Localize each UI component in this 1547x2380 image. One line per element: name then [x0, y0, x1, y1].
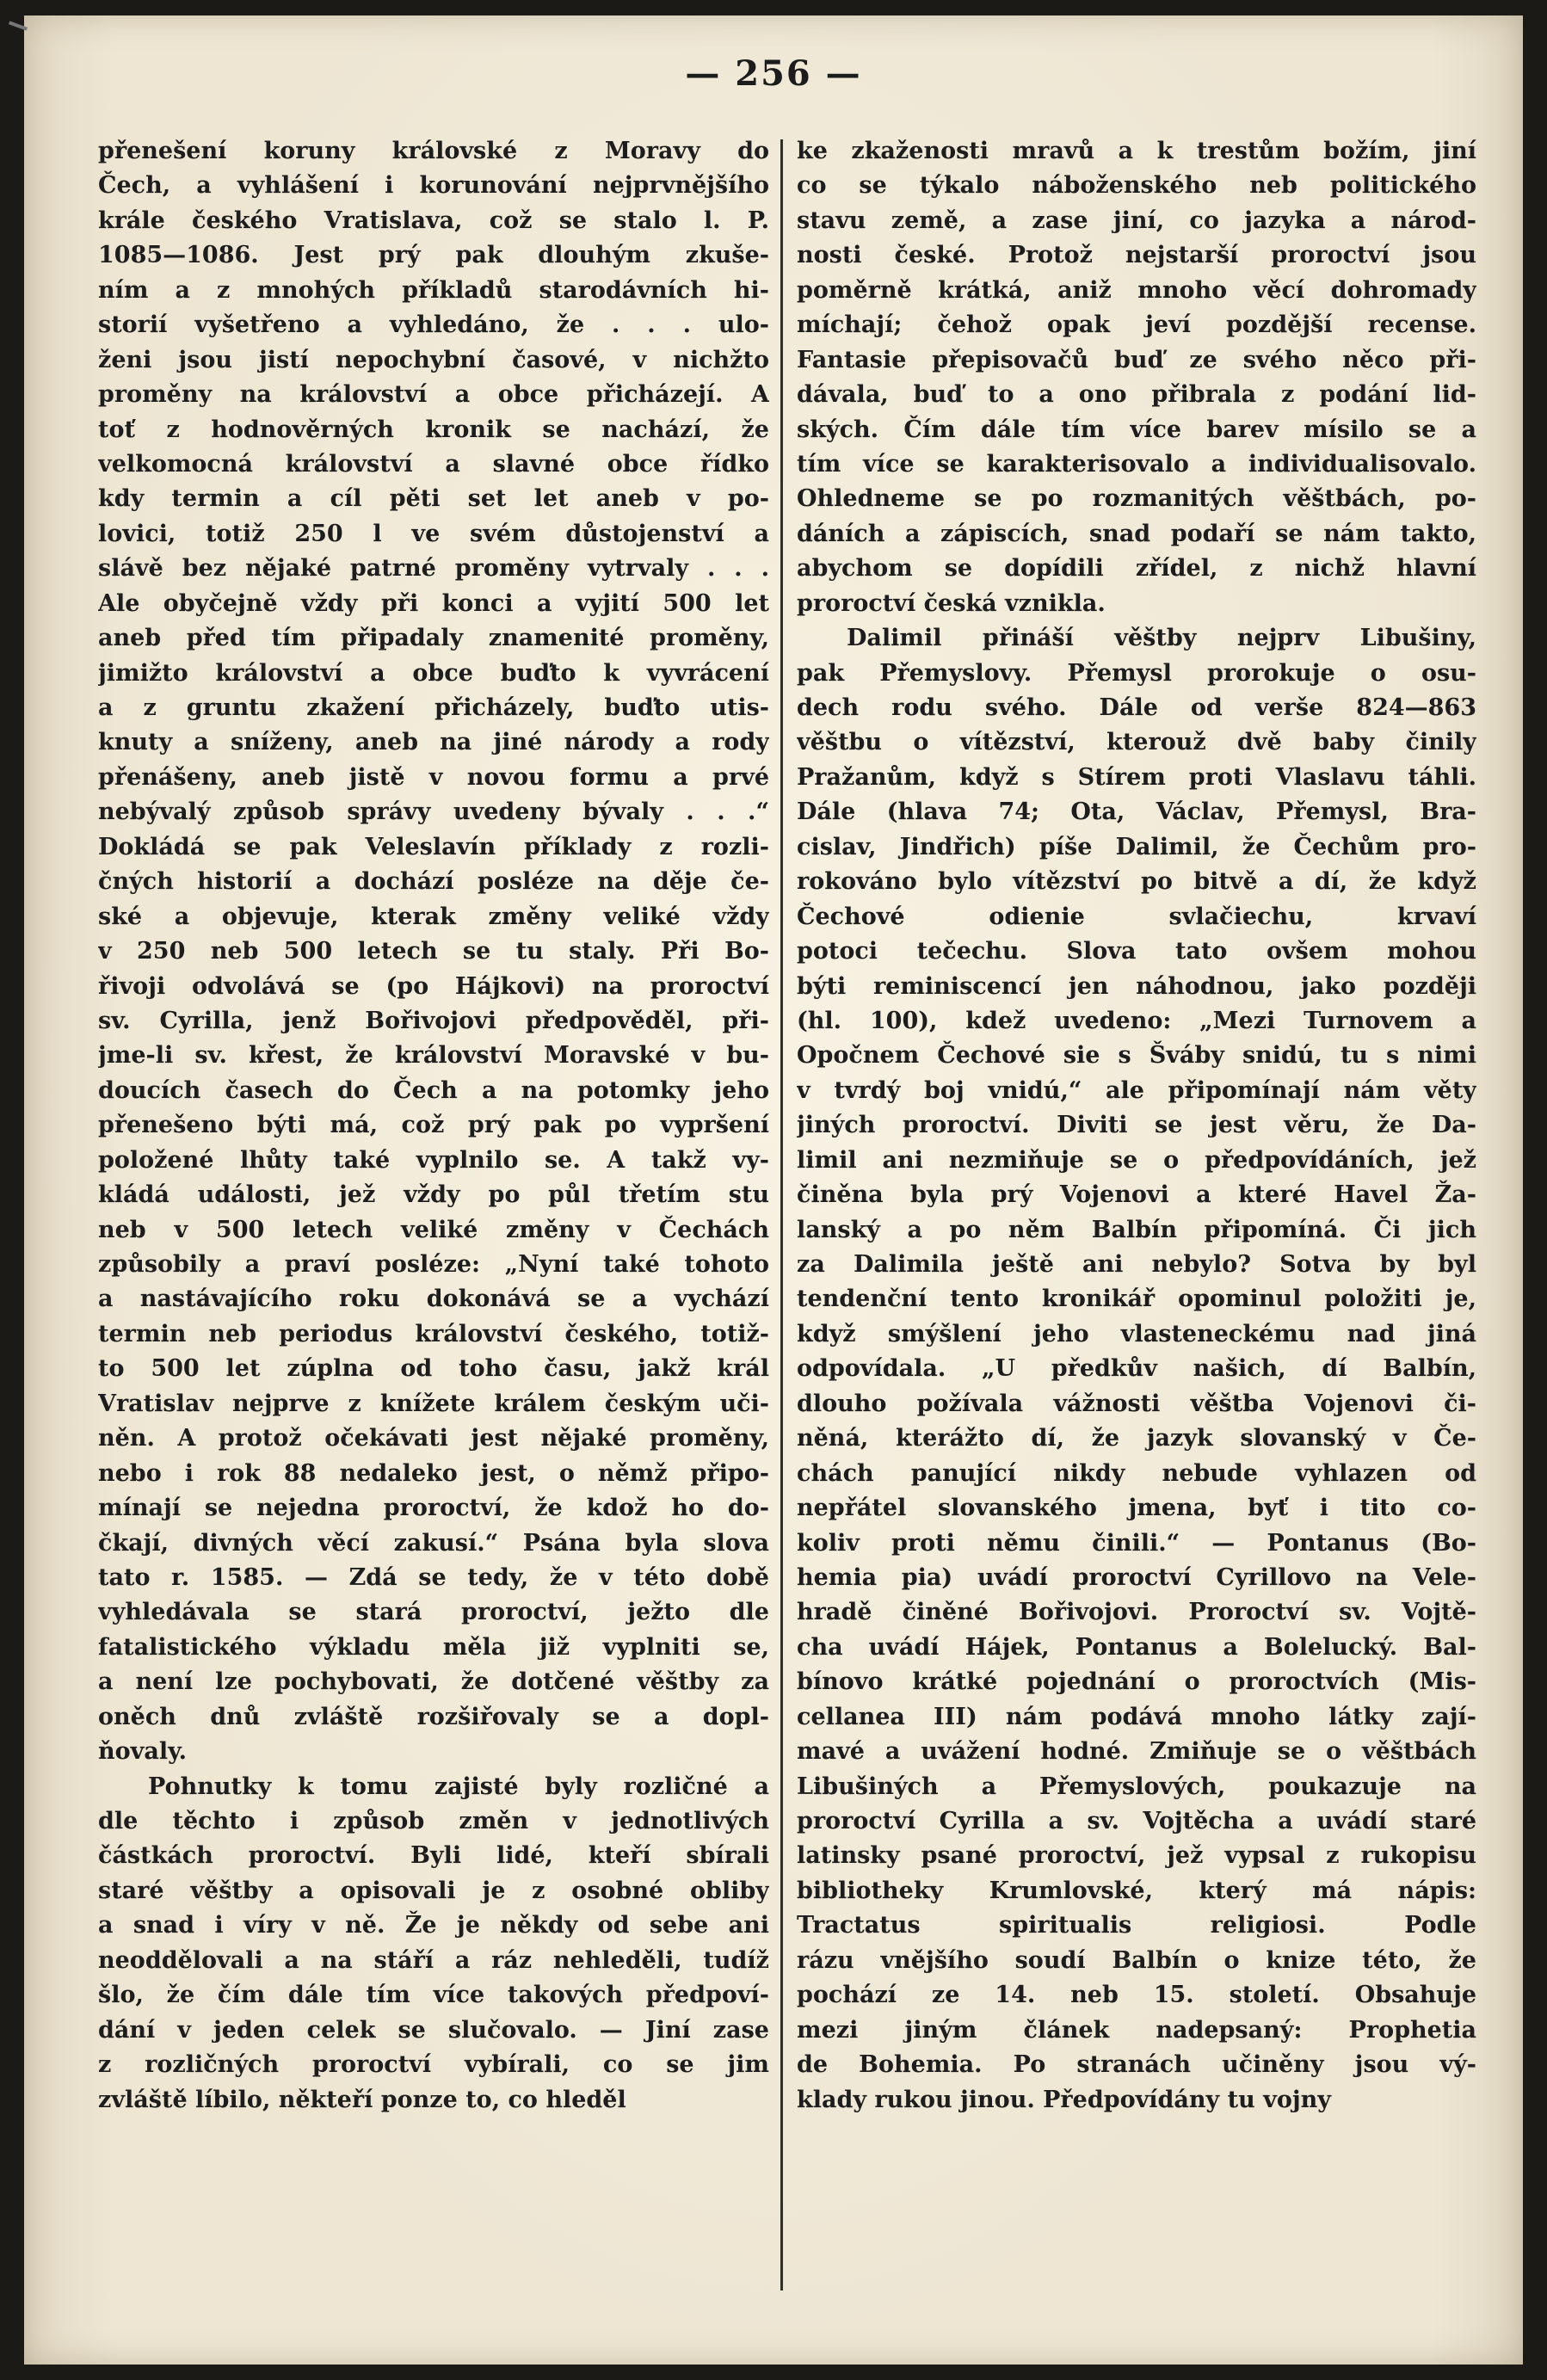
text-line: Tractatus spiritualis religiosi. Podle	[797, 1912, 1476, 1939]
text-line: Dokládá se pak Veleslavín příklady z rozli-	[98, 833, 769, 860]
text-line: toť z hodnověrných kronik se nachází, že	[98, 416, 769, 443]
text-line: slávě bez nějaké patrné proměny vytrvaly . . .	[98, 555, 769, 583]
text-line: ských. Čím dále tím více barev mísilo se a	[797, 416, 1476, 443]
text-line: stavu země, a zase jiní, co jazyka a národ-	[797, 207, 1476, 234]
text-line: čkají, divných věcí zakusí.“ Psána byla slova	[98, 1529, 769, 1557]
text-line: storií vyšetřeno a vyhledáno, že . . . ulo-	[98, 311, 769, 339]
text-line: způsobily a praví posléze: „Nyní také tohoto	[98, 1251, 769, 1278]
text-line: limil ani nezmiňuje se o předpovídáních, jež	[797, 1146, 1476, 1174]
text-line: cha uvádí Hájek, Pontanus a Bolelucký. Bal-	[797, 1633, 1476, 1661]
text-line: koliv proti němu činili.“ — Pontanus (Bo-	[797, 1529, 1476, 1557]
text-line: ňovaly.	[98, 1738, 188, 1766]
text-line: ním a z mnohých příkladů starodávních hi-	[98, 276, 769, 304]
text-line: šlo, že čím dále tím více takových předpoví-	[98, 1982, 769, 2009]
text-line: dlouho požívala vážnosti věštba Vojenovi či-	[797, 1390, 1476, 1417]
text-line: a snad i víry v ně. Že je někdy od sebe ani	[98, 1912, 769, 1939]
text-line: Opočnem Čechové sie s Šváby snidú, tu s nimi	[797, 1042, 1476, 1070]
text-line: Pražanům, když s Stírem proti Vlaslavu táhli.	[797, 763, 1476, 791]
text-line: Dalimil přináší věštby nejprv Libušiny,	[847, 625, 1476, 652]
text-line: vyhledávala se stará proroctví, ježto dle	[98, 1599, 769, 1626]
text-line: nepřátel slovanského jmena, byť i tito co-	[797, 1495, 1476, 1522]
text-line: 1085—1086. Jest prý pak dlouhým zkuše-	[98, 242, 769, 269]
text-line: čných historií a dochází posléze na děje če-	[98, 868, 769, 896]
text-line: přenešení koruny královské z Moravy do	[98, 138, 769, 164]
text-line: když smýšlení jeho vlasteneckému nad jiná	[797, 1320, 1476, 1347]
text-line: a není lze pochybovati, že dotčené věštby za	[98, 1668, 769, 1696]
text-line: za Dalimila ještě ani nebylo? Sotva by byl	[797, 1251, 1476, 1278]
text-line: nebývalý způsob správy uvedeny bývaly . . .“	[98, 798, 769, 826]
text-line: mínají se nejedna proroctví, že kdož ho do-	[98, 1495, 769, 1522]
text-line: Pohnutky k tomu zajisté byly rozličné a	[148, 1773, 769, 1800]
text-line: rokováno bylo vítězství po bitvě a dí, že když	[797, 868, 1476, 896]
text-line: lovici, totiž 250 l ve svém důstojenství a	[98, 520, 769, 547]
text-line: ženi jsou jistí nepochybní časové, v nichžto	[98, 346, 769, 373]
text-line: tato r. 1585. — Zdá se tedy, že v této době	[98, 1563, 769, 1591]
text-line: dáních a zápiscích, snad podaří se nám takto,	[797, 520, 1476, 547]
text-line: krále českého Vratislava, což se stalo l. P.	[98, 207, 769, 234]
text-line: (hl. 100), kdež uvedeno: „Mezi Turnovem a	[797, 1007, 1476, 1034]
text-line: hradě činěné Bořivojovi. Proroctví sv. Vojtě-	[797, 1599, 1476, 1626]
left-text-column	[98, 134, 769, 2303]
text-line: a nastávajícího roku dokonává se a vychází	[98, 1286, 769, 1313]
text-line: v 250 neb 500 letech se tu staly. Při Bo-	[98, 938, 769, 965]
text-line: termin neb periodus království českého, totiž-	[98, 1320, 769, 1347]
text-line: dle těchto i způsob změn v jednotlivých	[98, 1808, 769, 1834]
text-line: něná, kterážto dí, že jazyk slovanský v Če-	[797, 1425, 1476, 1452]
text-line: odpovídala. „U předkův našich, dí Balbín,	[797, 1355, 1476, 1383]
text-line: položené lhůty také vyplnilo se. A takž vy-	[98, 1146, 769, 1174]
text-line: bibliotheky Krumlovské, který má nápis:	[797, 1877, 1476, 1904]
text-line: Dále (hlava 74; Ota, Václav, Přemysl, Bra-	[797, 798, 1476, 826]
text-line: cellanea III) nám podává mnoho látky zají-	[797, 1703, 1476, 1730]
text-line: dávala, buď to a ono přibrala z podání lid-	[797, 381, 1476, 409]
text-line: řivoji odvolává se (po Hájkovi) na proroctví	[98, 972, 769, 1000]
text-line: proroctví Cyrilla a sv. Vojtěcha a uvádí staré	[797, 1808, 1476, 1834]
text-line: velkomocná království a slavné obce řídko	[98, 450, 769, 478]
text-line: zvláště líbilo, někteří ponze to, co hleděl	[98, 2086, 626, 2113]
text-line: věštbu o vítězství, kterouž dvě baby činily	[797, 729, 1476, 756]
text-line: pak Přemyslovy. Přemysl prorokuje o osu-	[797, 659, 1476, 687]
text-line: hemia pia) uvádí proroctví Cyrillovo na Vele-	[797, 1563, 1476, 1591]
text-line: poměrně krátká, aniž mnoho věcí dohromady	[797, 276, 1476, 304]
text-line: staré věštby a opisovali je z osobné obliby	[98, 1877, 769, 1904]
text-line: abychom se dopídili zřídel, z nichž hlavní	[797, 555, 1476, 583]
text-line: nebo i rok 88 nedaleko jest, o němž připo-	[98, 1459, 769, 1487]
text-line: a z gruntu zkažení přicházely, buďto utis-	[98, 694, 769, 721]
text-line: dání v jeden celek se slučovalo. — Jiní zase	[98, 2016, 769, 2044]
text-line: knuty a sníženy, aneb na jiné národy a rody	[98, 729, 769, 756]
text-line: fatalistického výkladu měla již vyplniti se,	[98, 1633, 769, 1661]
text-line: proměny na království a obce přicházejí. A	[98, 381, 769, 409]
text-line: částkách proroctví. Byli lidé, kteří sbírali	[98, 1842, 769, 1870]
column-divider	[780, 139, 783, 2291]
page-number: — 256 —	[685, 53, 862, 94]
text-line: mavé a uvážení hodné. Zmiňuje se o věštbách	[797, 1738, 1476, 1766]
text-line: Fantasie přepisovačů buď ze svého něco při-	[797, 346, 1476, 373]
text-line: kládá události, jež vždy po půl třetím stu	[98, 1181, 769, 1209]
text-line: aneb před tím připadaly znamenité proměny,	[98, 625, 769, 652]
text-line: nosti české. Protož nejstarší proroctví jsou	[797, 242, 1476, 269]
text-line: neoddělovali a na stáří a ráz nehleděli, tudíž	[98, 1946, 769, 1974]
text-line: Libušiných a Přemyslových, poukazuje na	[797, 1773, 1476, 1800]
text-line: Vratislav nejprve z knížete králem českým uči-	[98, 1390, 769, 1417]
text-line: de Bohemia. Po stranách učiněny jsou vý-	[797, 2051, 1476, 2079]
text-line: býti reminiscencí jen náhodnou, jako později	[797, 972, 1476, 1000]
text-line: Čechové odienie svlačiechu, krvaví	[797, 903, 1476, 930]
text-line: míchají; čehož opak jeví pozdější recense.	[797, 311, 1476, 339]
text-line: oněch dnů zvláště rozšiřovaly se a dopl-	[98, 1703, 769, 1730]
text-line: proroctví česká vznikla.	[797, 589, 1106, 617]
text-line: dech rodu svého. Dále od verše 824—863	[797, 694, 1476, 721]
right-text-column	[797, 134, 1476, 2303]
text-line: Ohledneme se po rozmanitých věštbách, po-	[797, 485, 1476, 513]
text-line: přenešeno býti má, což prý pak po vypršení	[98, 1112, 769, 1139]
text-line: pochází ze 14. neb 15. století. Obsahuje	[797, 1982, 1476, 2009]
text-line: lanský a po něm Balbín připomíná. Či jich	[797, 1216, 1476, 1243]
text-line: cislav, Jindřich) píše Dalimil, že Čechům pro-	[797, 833, 1476, 860]
text-line: kdy termin a cíl pěti set let aneb v po-	[98, 485, 769, 513]
text-line: sv. Cyrilla, jenž Bořivojovi předpověděl, při-	[98, 1007, 769, 1034]
text-line: potoci tečechu. Slova tato ovšem mohou	[797, 938, 1476, 965]
text-line: bínovo krátké pojednání o proroctvích (Mis-	[797, 1668, 1476, 1696]
text-line: činěna byla prý Vojenovi a které Havel Ža-	[797, 1181, 1476, 1209]
text-line: ské a objevuje, kterak změny veliké vždy	[98, 903, 769, 930]
text-line: rázu vnějšího soudí Balbín o knize této, že	[797, 1946, 1476, 1974]
text-line: jiných proroctví. Diviti se jest věru, že Da-	[797, 1112, 1476, 1139]
text-line: chách panující nikdy nebude vyhlazen od	[797, 1459, 1476, 1487]
text-line: něn. A protož očekávati jest nějaké proměny,	[98, 1425, 769, 1452]
text-line: to 500 let zúplna od toho času, jakž král	[98, 1355, 769, 1383]
text-line: tím více se karakterisovalo a individualisovalo.	[797, 450, 1476, 478]
text-line: doucích časech do Čech a na potomky jeho	[98, 1076, 769, 1104]
text-line: co se týkalo náboženského neb politického	[797, 172, 1476, 200]
text-line: z rozličných proroctví vybírali, co se jim	[98, 2051, 769, 2079]
text-line: Čech, a vyhlášení i korunování nejprvnějšího	[98, 172, 769, 200]
text-line: Ale obyčejně vždy při konci a vyjití 500 let	[98, 589, 769, 617]
text-line: ke zkaženosti mravů a k trestům božím, jiní	[797, 138, 1476, 164]
text-line: přenášeny, aneb jistě v novou formu a prvé	[98, 763, 769, 791]
text-line: latinsky psané proroctví, jež vypsal z rukopisu	[797, 1842, 1476, 1870]
text-line: klady rukou jinou. Předpovídány tu vojny	[797, 2086, 1331, 2113]
text-line: v tvrdý boj vnidú,“ ale připomínají nám věty	[797, 1076, 1476, 1104]
text-line: jme-li sv. křest, že království Moravské v bu-	[98, 1042, 769, 1070]
text-line: neb v 500 letech veliké změny v Čechách	[98, 1216, 769, 1243]
text-line: jimižto království a obce buďto k vyvrácení	[98, 659, 769, 687]
text-line: mezi jiným článek nadepsaný: Prophetia	[797, 2016, 1476, 2044]
text-line: tendenční tento kronikář opominul položiti je,	[797, 1286, 1476, 1313]
